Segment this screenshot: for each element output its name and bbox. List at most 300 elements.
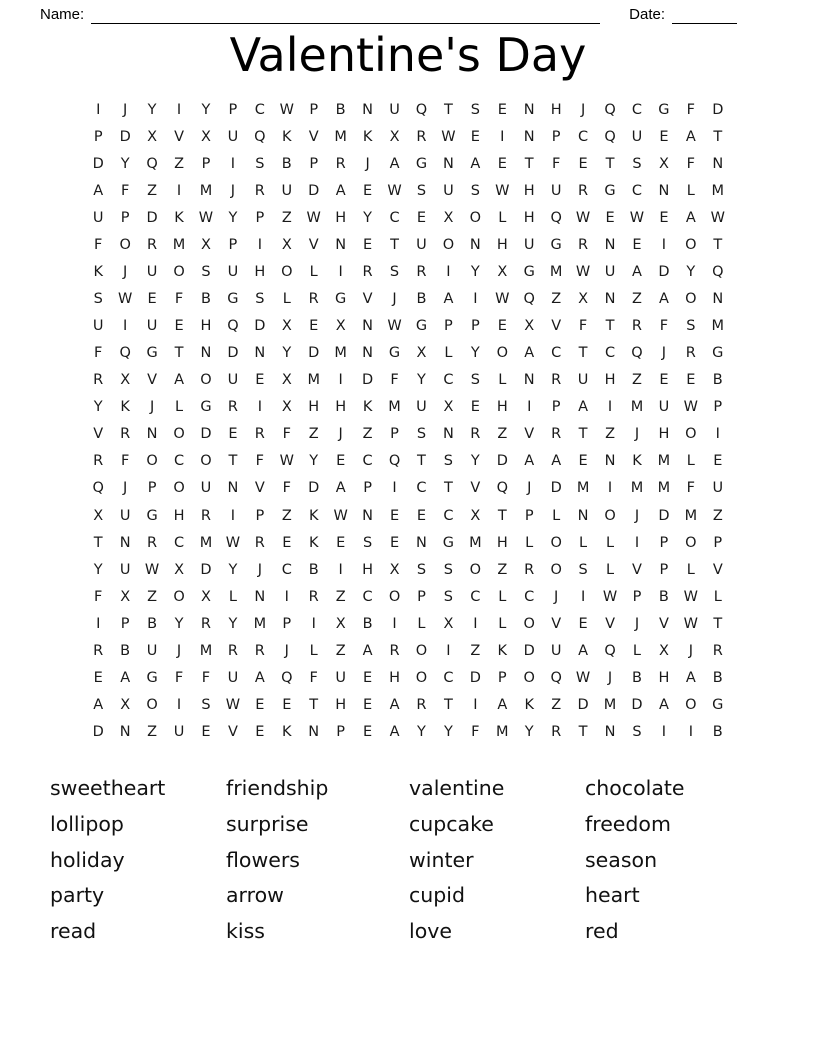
grid-letter: U [146, 642, 158, 659]
grid-letter: D [631, 696, 643, 713]
grid-letter: C [416, 480, 427, 497]
grid-letter: F [120, 182, 130, 199]
grid-letter: Z [712, 507, 723, 524]
grid-letter: P [390, 426, 399, 443]
grid-letter: H [335, 696, 347, 713]
grid-letter: J [634, 426, 640, 443]
grid-letter: C [389, 210, 400, 226]
date-blank-line [672, 9, 737, 24]
grid-letter: O [469, 210, 482, 226]
grid-letter: E [470, 128, 480, 145]
grid-letter: H [389, 669, 400, 686]
grid-letter: G [415, 318, 428, 335]
grid-letter: S [443, 561, 454, 578]
grid-letter: T [443, 696, 453, 713]
grid-letter: R [416, 696, 427, 713]
grid-letter: C [470, 588, 481, 605]
grid-letter: X [497, 264, 508, 281]
grid-letter: I [176, 101, 182, 118]
grid-letter: B [120, 642, 131, 659]
grid-letter: A [658, 291, 669, 308]
grid-letter: I [446, 264, 451, 281]
grid-letter: I [338, 264, 343, 281]
grid-letter: A [578, 399, 589, 416]
grid-letter: R [631, 318, 642, 335]
grid-letter: Y [147, 101, 157, 118]
grid-letter: T [605, 155, 615, 172]
grid-letter: T [390, 237, 399, 254]
grid-letter: F [659, 318, 669, 335]
grid-letter: W [575, 669, 591, 686]
grid-letter: W [198, 210, 214, 226]
grid-letter: U [227, 264, 239, 281]
grid-letter: I [257, 399, 262, 416]
grid-letter: B [362, 615, 373, 632]
grid-letter: U [146, 318, 158, 335]
grid-letter: N [523, 101, 535, 118]
grid-letter: E [174, 318, 184, 335]
grid-letter: G [442, 534, 455, 551]
grid-letter: V [712, 561, 723, 578]
word-item: love [409, 918, 452, 943]
grid-letter: A [632, 264, 642, 281]
grid-letter: B [200, 291, 211, 308]
grid-letter: L [282, 291, 291, 308]
grid-letter: W [225, 696, 241, 713]
grid-letter: S [470, 182, 480, 199]
grid-letter: U [335, 669, 346, 686]
grid-letter: I [96, 615, 101, 632]
grid-letter: C [443, 669, 454, 686]
grid-letter: I [661, 237, 667, 254]
grid-letter: V [524, 426, 535, 443]
grid-letter: E [659, 372, 669, 389]
grid-letter: X [281, 399, 292, 416]
grid-letter: H [550, 101, 562, 118]
grid-letter: I [500, 128, 505, 145]
grid-letter: Z [335, 588, 346, 605]
grid-letter: Z [632, 372, 642, 389]
grid-letter: I [392, 480, 397, 497]
grid-letter: I [284, 588, 289, 605]
grid-letter: X [416, 345, 427, 362]
grid-letter: E [416, 210, 427, 226]
grid-letter: P [551, 399, 561, 416]
grid-letter: R [712, 642, 723, 659]
grid-letter: G [227, 291, 239, 308]
grid-letter: N [416, 534, 427, 551]
grid-letter: G [523, 264, 535, 281]
grid-letter: R [254, 642, 265, 659]
grid-letter: P [228, 101, 238, 118]
grid-letter: T [497, 507, 507, 524]
grid-letter: A [685, 669, 696, 686]
grid-letter: J [123, 480, 128, 497]
grid-letter: E [686, 372, 696, 389]
grid-letter: W [144, 561, 160, 578]
grid-letter: A [658, 696, 669, 713]
grid-letter: I [607, 480, 613, 497]
grid-letter: J [607, 669, 613, 686]
grid-letter: E [363, 723, 373, 740]
grid-letter: J [284, 642, 289, 659]
grid-letter: Y [417, 723, 426, 740]
grid-letter: A [497, 696, 508, 713]
grid-letter: O [173, 264, 185, 281]
grid-letter: G [415, 155, 428, 172]
grid-letter: H [335, 210, 347, 226]
word-item: valentine [409, 776, 505, 801]
grid-letter: U [227, 128, 239, 145]
grid-letter: H [308, 399, 320, 416]
grid-letter: F [390, 372, 399, 389]
grid-letter: Z [147, 182, 158, 199]
grid-letter: R [470, 426, 481, 443]
grid-letter: R [578, 237, 589, 254]
grid-letter: W [387, 318, 402, 335]
grid-letter: P [255, 507, 265, 524]
grid-letter: J [176, 642, 182, 659]
grid-letter: V [308, 237, 319, 254]
grid-letter: W [495, 182, 510, 199]
grid-letter: N [119, 534, 131, 551]
grid-letter: P [417, 588, 426, 605]
grid-letter: Y [228, 561, 238, 578]
grid-letter: H [658, 426, 670, 443]
grid-letter: O [496, 345, 508, 362]
name-label: Name: [40, 6, 85, 23]
grid-letter: T [174, 345, 184, 362]
grid-letter: M [199, 534, 213, 551]
grid-letter: T [93, 534, 103, 551]
grid-letter: O [685, 237, 697, 254]
grid-letter: D [92, 723, 104, 740]
grid-letter: D [362, 372, 374, 389]
grid-letter: J [365, 155, 370, 172]
grid-letter: U [443, 182, 454, 199]
grid-letter: W [683, 615, 699, 632]
grid-letter: P [147, 480, 157, 497]
grid-letter: A [389, 696, 400, 713]
grid-letter: B [147, 615, 158, 632]
grid-letter: B [416, 291, 427, 308]
grid-letter: H [173, 507, 185, 524]
grid-letter: L [498, 615, 507, 632]
grid-letter: O [146, 453, 158, 470]
grid-letter: C [281, 561, 292, 578]
grid-letter: X [335, 615, 346, 632]
grid-letter: Q [550, 210, 562, 226]
grid-letter: N [308, 723, 320, 740]
grid-letter: Q [281, 669, 293, 686]
grid-letter: J [149, 399, 155, 416]
grid-letter: P [120, 615, 130, 632]
grid-letter: Q [523, 291, 535, 308]
grid-letter: E [605, 210, 615, 226]
grid-letter: G [712, 345, 724, 362]
grid-letter: E [659, 210, 669, 226]
grid-letter: A [524, 345, 535, 362]
word-item: holiday [50, 847, 125, 872]
grid-letter: V [551, 615, 562, 632]
grid-letter: T [228, 453, 238, 470]
grid-letter: E [336, 453, 346, 470]
grid-letter: C [578, 128, 589, 145]
grid-letter: W [387, 182, 402, 199]
grid-letter: X [335, 318, 346, 335]
grid-letter: M [469, 534, 482, 551]
grid-letter: R [685, 345, 696, 362]
grid-letter: K [497, 642, 508, 659]
grid-letter: X [658, 642, 669, 659]
grid-letter: Z [147, 588, 158, 605]
grid-letter: P [93, 128, 103, 145]
grid-letter: D [254, 318, 266, 335]
grid-letter: L [686, 561, 695, 578]
grid-letter: I [257, 237, 262, 254]
grid-letter: Q [388, 453, 401, 470]
grid-letter: A [389, 723, 400, 740]
grid-letter: V [93, 426, 104, 443]
grid-letter: F [471, 723, 480, 740]
grid-letter: W [710, 210, 725, 226]
grid-letter: S [686, 318, 696, 335]
grid-letter: X [281, 318, 292, 335]
grid-letter: X [470, 507, 481, 524]
grid-letter: N [362, 507, 374, 524]
grid-letter: D [308, 182, 320, 199]
grid-letter: N [604, 723, 616, 740]
grid-letter: C [173, 534, 185, 551]
grid-letter: C [524, 588, 535, 605]
grid-letter: U [416, 399, 427, 416]
grid-letter: X [201, 588, 211, 605]
grid-letter: N [119, 723, 131, 740]
grid-letter: Q [631, 345, 643, 362]
grid-letter: W [629, 210, 645, 226]
grid-letter: U [523, 237, 535, 254]
grid-letter: P [201, 155, 211, 172]
grid-letter: R [389, 642, 400, 659]
grid-letter: O [119, 237, 131, 254]
grid-letter: E [309, 318, 319, 335]
grid-letter: G [146, 669, 158, 686]
grid-letter: O [173, 480, 185, 497]
grid-letter: B [712, 723, 723, 740]
grid-letter: N [200, 345, 212, 362]
grid-letter: K [282, 723, 292, 740]
grid-letter: X [281, 237, 292, 254]
grid-letter: I [338, 372, 343, 389]
grid-letter: Z [497, 426, 508, 443]
grid-letter: U [200, 480, 212, 497]
grid-letter: J [527, 480, 532, 497]
grid-letter: S [93, 291, 103, 308]
grid-letter: L [309, 264, 318, 281]
word-list-column [409, 771, 585, 949]
grid-letter: P [120, 210, 130, 226]
name-blank-line [91, 9, 600, 24]
grid-letter: M [576, 480, 590, 497]
grid-letter: S [632, 155, 642, 172]
grid-letter: U [712, 480, 724, 497]
grid-letter: Z [335, 642, 346, 659]
grid-letter: N [469, 237, 481, 254]
grid-letter: C [362, 453, 373, 470]
grid-letter: K [93, 264, 103, 281]
grid-letter: F [282, 480, 291, 497]
grid-letter: Y [470, 264, 480, 281]
grid-letter: J [230, 182, 236, 199]
grid-letter: V [308, 128, 319, 145]
grid-letter: D [658, 264, 670, 281]
grid-letter: N [442, 155, 454, 172]
grid-letter: Y [309, 453, 319, 470]
grid-letter: U [604, 264, 616, 281]
grid-letter: X [174, 561, 184, 578]
grid-letter: O [388, 588, 401, 605]
grid-letter: S [201, 696, 211, 713]
grid-letter: J [392, 291, 397, 308]
grid-letter: K [308, 534, 319, 551]
grid-letter: M [388, 399, 401, 416]
grid-letter: Y [93, 399, 103, 416]
grid-letter: T [713, 615, 723, 632]
grid-letter: E [363, 696, 373, 713]
word-list [50, 771, 816, 949]
grid-letter: E [389, 507, 400, 524]
grid-letter: M [199, 642, 213, 659]
grid-letter: V [551, 318, 562, 335]
grid-letter: Q [92, 480, 104, 497]
grid-letter: L [174, 399, 184, 416]
grid-letter: D [523, 642, 535, 659]
grid-letter: S [416, 182, 427, 199]
grid-letter: M [549, 264, 563, 281]
grid-letter: L [713, 588, 722, 605]
grid-letter: R [147, 534, 158, 551]
grid-letter: U [119, 561, 131, 578]
grid-letter: U [227, 372, 239, 389]
grid-letter: R [551, 723, 562, 740]
grid-letter: D [658, 507, 670, 524]
grid-letter: Y [417, 372, 426, 389]
grid-letter: C [551, 345, 562, 362]
grid-letter: Q [712, 264, 724, 281]
grid-letter: X [147, 128, 158, 145]
grid-letter: Z [281, 507, 292, 524]
grid-letter: Z [470, 642, 481, 659]
grid-letter: N [577, 507, 589, 524]
grid-letter: B [658, 588, 669, 605]
grid-letter: E [497, 318, 507, 335]
grid-letter: Q [146, 155, 158, 172]
grid-letter: X [389, 561, 400, 578]
word-item: freedom [585, 812, 671, 837]
grid-letter: U [119, 507, 131, 524]
word-list-column [50, 771, 226, 949]
word-item: arrow [226, 883, 284, 908]
word-item: red [585, 918, 619, 943]
grid-letter: A [120, 669, 131, 686]
word-item: winter [409, 847, 474, 872]
grid-letter: R [254, 182, 265, 199]
grid-letter: X [120, 372, 131, 389]
grid-letter: W [333, 507, 348, 524]
grid-letter: G [658, 101, 670, 118]
word-search-grid [85, 96, 732, 745]
grid-letter: M [684, 507, 698, 524]
grid-letter: P [659, 561, 669, 578]
word-list-column [585, 771, 685, 949]
grid-letter: A [335, 182, 346, 199]
grid-letter: W [117, 291, 133, 308]
grid-letter: P [363, 480, 372, 497]
grid-letter: M [603, 696, 617, 713]
grid-letter: E [578, 615, 588, 632]
grid-letter: K [120, 399, 130, 416]
grid-letter: J [661, 345, 667, 362]
word-list-column [226, 771, 409, 949]
grid-letter: O [685, 534, 697, 551]
grid-letter: F [174, 669, 184, 686]
grid-letter: Y [120, 155, 130, 172]
grid-letter: R [551, 372, 562, 389]
grid-letter: O [442, 237, 455, 254]
page-title: Valentine's Day [229, 28, 587, 82]
grid-letter: Y [524, 723, 534, 740]
grid-letter: R [227, 399, 238, 416]
grid-letter: T [309, 696, 319, 713]
grid-letter: Z [497, 561, 508, 578]
grid-letter: O [685, 291, 697, 308]
grid-letter: I [688, 723, 693, 740]
grid-letter: L [632, 642, 642, 659]
grid-letter: B [281, 155, 292, 172]
grid-letter: Y [363, 210, 373, 226]
grid-letter: C [254, 101, 265, 118]
grid-letter: F [309, 669, 318, 686]
grid-letter: Y [470, 453, 480, 470]
grid-letter: N [604, 453, 616, 470]
grid-letter: X [120, 696, 131, 713]
grid-letter: O [685, 426, 697, 443]
grid-letter: R [524, 561, 535, 578]
grid-letter: Y [228, 615, 238, 632]
grid-letter: W [575, 264, 591, 281]
grid-letter: K [282, 128, 292, 145]
grid-letter: U [92, 318, 104, 335]
grid-letter: N [362, 345, 374, 362]
grid-letter: V [254, 480, 265, 497]
grid-letter: N [523, 372, 535, 389]
grid-letter: D [469, 669, 481, 686]
grid-letter: C [362, 588, 373, 605]
grid-letter: Z [362, 426, 373, 443]
word-item: chocolate [585, 776, 685, 801]
grid-letter: R [147, 237, 158, 254]
grid-letter: G [388, 345, 401, 362]
grid-letter: N [362, 101, 374, 118]
grid-letter: P [713, 399, 723, 416]
grid-letter: M [334, 128, 347, 145]
grid-letter: M [334, 345, 347, 362]
grid-letter: F [578, 318, 588, 335]
grid-letter: R [308, 588, 319, 605]
grid-letter: Y [201, 101, 211, 118]
grid-letter: F [94, 345, 103, 362]
grid-letter: A [443, 291, 454, 308]
